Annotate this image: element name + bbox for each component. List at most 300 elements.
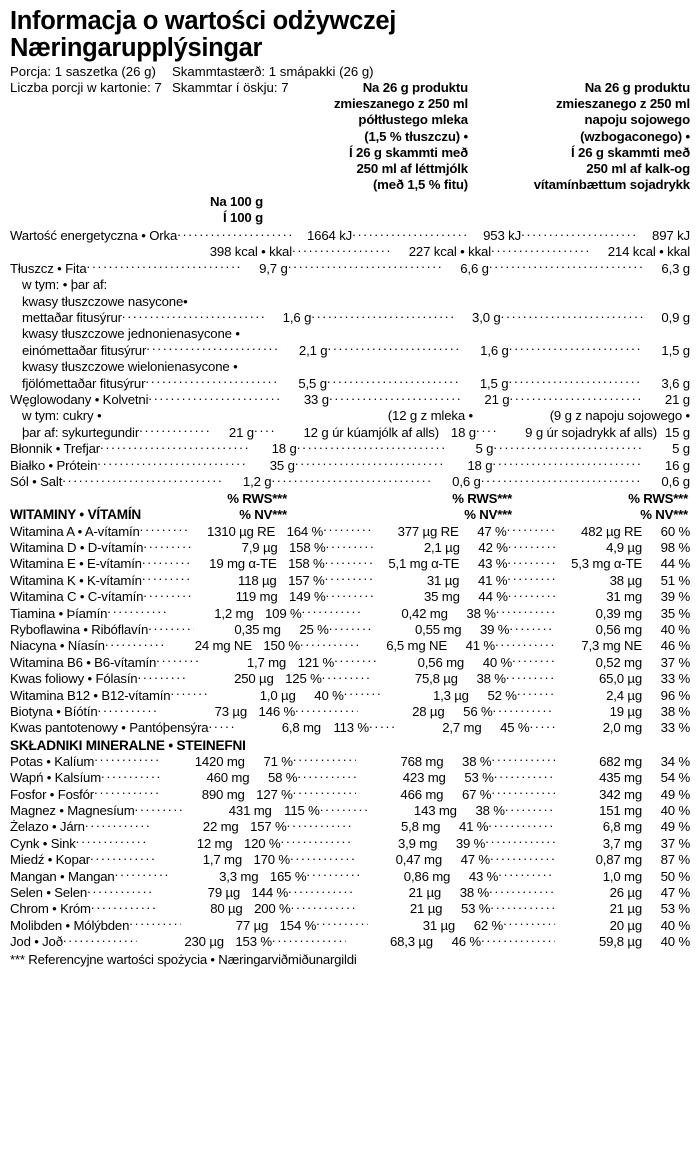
leader-dots — [488, 819, 555, 831]
leader-dots — [329, 622, 375, 634]
mineral-label: Żelazo • Járn — [10, 819, 85, 835]
table-row-mineral — [10, 836, 690, 852]
protein-col2: 18 g — [467, 457, 493, 473]
leader-dots — [107, 606, 166, 618]
title-line-polish: Informacja o wartości odżywczej — [10, 7, 397, 35]
table-row-vitamin — [10, 556, 690, 572]
leader-dots — [501, 310, 643, 322]
monounsaturates-col1: 2,1 g — [298, 342, 328, 358]
table-row-sugars — [10, 425, 690, 441]
leader-dots — [135, 803, 185, 815]
vitamin-amount-col1: 1,0 µg — [259, 687, 296, 703]
vitamin-amount-col1: 1,2 mg — [214, 605, 254, 621]
col3-line2: zmieszanego z 250 ml — [555, 96, 690, 112]
leader-dots — [148, 392, 282, 404]
vitamin-label: Witamina A • A-vítamín — [10, 523, 140, 539]
fat-col1: 9,7 g — [259, 260, 288, 276]
leader-dots — [498, 869, 555, 881]
vitamin-percent-col2: 52 % — [487, 687, 517, 703]
leader-dots — [493, 704, 556, 716]
vitamin-percent-col2: 41 % — [465, 638, 495, 654]
leader-dots — [322, 671, 371, 683]
leader-dots — [290, 852, 355, 864]
vitamin-amount-col1: 7,9 µg — [241, 539, 278, 555]
row-label-protein: Białko • Prótein — [10, 457, 98, 473]
leader-dots — [143, 540, 190, 552]
leader-dots — [146, 343, 280, 355]
leader-dots — [481, 474, 643, 486]
leader-dots — [491, 754, 555, 766]
vitamin-label: Witamina E • E-vítamín — [10, 556, 142, 572]
leader-dots — [495, 638, 555, 650]
table-row-energy-kcal — [10, 244, 690, 260]
vitamin-table — [10, 524, 690, 737]
leader-dots — [97, 458, 248, 470]
vitamin-label: Kwas pantotenowy • Pantóþensýra — [10, 720, 209, 736]
portion-polish: Porcja: 1 saszetka (26 g) — [10, 64, 156, 79]
vitamin-percent-col3: 51 % — [660, 572, 690, 588]
vitamin-label: Witamina D • D-vítamín — [10, 539, 144, 555]
vitamin-label: Ryboflawina • Ribóflavín — [10, 621, 149, 637]
mineral-amount-col1: 1420 mg — [194, 753, 245, 769]
leader-dots — [90, 852, 155, 864]
carbs-col3: 21 g — [664, 392, 690, 408]
vitamin-percent-col1: 25 % — [299, 621, 329, 637]
vitamin-percent-col1: 149 % — [289, 589, 326, 605]
mineral-table — [10, 754, 690, 951]
protein-col3: 16 g — [664, 457, 690, 473]
row-label-polyunsaturates-pl: kwasy tłuszczowe wielonienasycone • — [22, 359, 238, 375]
row-label-fibre: Błonnik • Trefjar — [10, 441, 101, 457]
mineral-amount-col1: 431 mg — [228, 803, 272, 818]
vitamin-percent-col3: 46 % — [660, 638, 691, 654]
vitamin-amount-col3: 7,3 mg NE — [581, 638, 643, 654]
vitamin-amount-col1: 250 µg — [234, 671, 274, 687]
mineral-amount-col3: 26 µg — [609, 885, 643, 901]
vitamin-amount-col3: 482 µg RE — [581, 523, 643, 539]
leader-dots — [76, 836, 146, 848]
vitamin-amount-col2: 0,42 mg — [401, 605, 448, 621]
sugars-subnote-milk: 12 g úr kúamjólk af alls) — [303, 424, 439, 440]
vitamin-percent-col3: 98 % — [660, 539, 690, 555]
mineral-percent-col2: 43 % — [468, 868, 499, 884]
mineral-percent-col1: 154 % — [279, 917, 317, 933]
leader-dots — [489, 261, 643, 273]
mineral-percent-col3: 87 % — [660, 852, 690, 868]
pct-nv-label: % NV*** — [464, 506, 512, 522]
vitamin-amount-col2: 1,3 µg — [432, 687, 469, 703]
pct-rws-label: % RWS*** — [452, 490, 512, 506]
leader-dots — [297, 441, 447, 453]
table-row-fibre — [10, 441, 690, 457]
mineral-amount-col1: 3,3 mg — [219, 868, 259, 884]
mineral-label: Jod • Joð — [10, 934, 63, 950]
leader-dots — [140, 524, 188, 536]
table-row-salt — [10, 474, 690, 490]
table-row-polyunsaturates — [10, 376, 690, 392]
mineral-amount-col2: 5,8 mg — [401, 819, 441, 835]
leader-dots — [302, 606, 361, 618]
mineral-percent-col3: 49 % — [660, 786, 691, 802]
vitamin-percent-col1: 109 % — [265, 605, 302, 621]
vitamin-amount-col1: 118 µg — [238, 572, 277, 588]
leader-dots — [98, 704, 161, 716]
mineral-percent-col2: 53 % — [464, 770, 494, 786]
portion-icelandic: Skammtastærð: 1 smápakki (26 g) — [172, 64, 374, 79]
percent-header-col3 — [568, 491, 688, 523]
mineral-amount-col2: 466 mg — [400, 786, 444, 802]
mineral-percent-col1: 71 % — [263, 753, 293, 769]
vitamin-amount-col3: 65,0 µg — [599, 671, 643, 687]
leader-dots — [493, 441, 643, 453]
vitamin-percent-col2: 38 % — [476, 671, 506, 687]
leader-dots — [316, 918, 368, 930]
vitamin-amount-col1: 0,35 mg — [234, 621, 281, 637]
mineral-percent-col1: 165 % — [269, 868, 307, 884]
table-row-carbohydrates — [10, 392, 690, 408]
leader-dots — [507, 556, 555, 568]
column-header-block — [10, 80, 690, 228]
leader-dots — [369, 720, 395, 732]
vitamin-percent-col3: 33 % — [660, 671, 691, 687]
mineral-amount-col3: 1,0 mg — [602, 868, 642, 884]
section-header-vitamins: WITAMINY • VÍTAMÍN — [10, 507, 142, 523]
leader-dots — [288, 885, 354, 897]
mineral-amount-col1: 12 mg — [196, 835, 233, 851]
mineral-label: Mangan • Mangan — [10, 868, 115, 884]
saturates-col1: 1,6 g — [282, 310, 312, 326]
leader-dots — [325, 573, 373, 585]
footnote-reference-intake: *** Referencyjne wartości spożycia • Næringarviðmiðunargildi — [10, 951, 357, 967]
monounsaturates-col2: 1,6 g — [480, 342, 509, 358]
leader-dots — [492, 458, 643, 470]
vitamin-amount-col2: 75,8 µg — [414, 671, 458, 687]
mineral-amount-col1: 230 µg — [184, 934, 224, 950]
vitamin-percent-col2: 41 % — [477, 572, 508, 588]
leader-dots — [137, 671, 186, 683]
row-label-salt: Sól • Salt — [10, 474, 63, 490]
col3-line5: Í 26 g skammti með — [571, 144, 690, 160]
vitamin-label: Niacyna • Níasín — [10, 638, 105, 654]
vitamin-percent-col2: 56 % — [463, 703, 493, 719]
vitamin-percent-col1: 125 % — [285, 671, 322, 687]
mineral-amount-col3: 435 mg — [599, 770, 643, 786]
leader-dots — [129, 918, 181, 930]
vitamin-amount-col3: 19 µg — [609, 703, 643, 719]
table-row-mineral — [10, 787, 690, 803]
polyunsaturates-col2: 1,5 g — [479, 375, 509, 391]
mineral-amount-col2: 31 µg — [422, 917, 456, 933]
vitamin-amount-col3: 2,4 µg — [606, 687, 643, 703]
mineral-amount-col1: 79 µg — [207, 885, 241, 901]
col1-line2: Í 100 g — [223, 209, 263, 225]
vitamin-amount-col2: 5,1 mg α-TE — [388, 556, 460, 572]
mineral-amount-col2: 423 mg — [402, 770, 446, 786]
vitamin-percent-col1: 113 % — [333, 720, 369, 736]
vitamin-label: Witamina C • C-vítamín — [10, 589, 144, 605]
leader-dots — [87, 261, 241, 273]
salt-col2: 0,6 g — [452, 474, 481, 490]
table-row-mineral — [10, 885, 690, 901]
mineral-label: Selen • Selen — [10, 885, 88, 901]
row-label-monounsaturates-pl: kwasy tłuszczowe jednonienasycone • — [22, 326, 240, 342]
table-row-mineral — [10, 869, 690, 885]
vitamin-amount-col3: 4,9 µg — [606, 539, 642, 555]
table-row-mineral — [10, 852, 690, 868]
table-row-vitamin — [10, 704, 690, 720]
vitamin-percent-col3: 39 % — [660, 589, 690, 605]
mineral-label: Chrom • Króm — [10, 901, 91, 917]
mineral-amount-col2: 21 µg — [408, 885, 442, 901]
leader-dots — [507, 524, 555, 536]
leader-dots — [142, 573, 190, 585]
vitamin-amount-col1: 1310 µg RE — [206, 523, 276, 539]
fibre-col2: 5 g — [475, 441, 494, 457]
energy-kj-col3: 897 kJ — [652, 228, 690, 243]
vitamin-percent-col2: 47 % — [477, 523, 507, 539]
mineral-percent-col2: 38 % — [475, 803, 505, 818]
pct-nv-label: % NV*** — [239, 506, 287, 522]
col1-line1: Na 100 g — [209, 193, 263, 209]
mineral-amount-col2: 68,3 µg — [389, 934, 433, 950]
leader-dots — [63, 934, 137, 946]
table-row-monounsaturates — [10, 343, 690, 359]
table-row-vitamin — [10, 606, 690, 622]
mineral-percent-col3: 54 % — [660, 770, 691, 786]
vitamin-amount-col2: 28 µg — [412, 703, 445, 719]
pct-nv-label: % NV*** — [640, 506, 688, 522]
row-label-energy: Wartość energetyczna • Orka — [10, 228, 178, 243]
column-header-milk — [258, 80, 468, 193]
vitamin-amount-col2: 31 µg — [426, 572, 460, 588]
vitamin-percent-col1: 158 % — [289, 539, 326, 555]
carbs-col1: 33 g — [303, 392, 329, 408]
col3-line4: (wzbogaconego) • — [580, 128, 690, 144]
vitamin-amount-col2: 6,5 mg NE — [386, 638, 447, 654]
title-line-icelandic: Næringarupplýsingar — [10, 34, 263, 62]
leader-dots — [509, 343, 643, 355]
leader-dots — [94, 787, 158, 799]
col2-line4: (1,5 % tłuszczu) • — [364, 128, 468, 144]
leader-dots — [494, 770, 555, 782]
leader-dots — [177, 228, 291, 240]
row-label-of-which: w tym: • þar af: — [22, 277, 108, 293]
energy-kj-col2: 953 kJ — [483, 228, 522, 243]
fat-col2: 6,6 g — [460, 260, 489, 276]
salt-col1: 1,2 g — [242, 474, 272, 490]
leader-dots — [503, 918, 555, 930]
leader-dots — [170, 688, 208, 700]
leader-dots — [325, 556, 373, 568]
leader-dots — [101, 770, 162, 782]
col2-line5: Í 26 g skammti með — [349, 144, 468, 160]
mineral-percent-col1: 127 % — [256, 786, 293, 802]
vitamin-amount-col3: 38 µg — [609, 572, 642, 588]
leader-dots — [489, 885, 555, 897]
table-row-protein — [10, 458, 690, 474]
energy-kcal-col1: 398 kcal • kkal — [209, 244, 292, 260]
col3-line7: vítamínbættum sojadrykk — [533, 177, 690, 193]
leader-dots — [506, 671, 555, 683]
row-label-monounsaturates-is: einómettaðar fitusýrur — [22, 342, 147, 358]
mineral-label: Potas • Kalíum — [10, 753, 95, 769]
percent-header-col2 — [392, 491, 512, 523]
leader-dots — [491, 787, 555, 799]
leader-dots — [508, 376, 643, 388]
vitamin-amount-col3: 0,56 mg — [595, 621, 642, 637]
vitamin-percent-col3: 96 % — [660, 687, 691, 703]
table-row-vitamin — [10, 655, 690, 671]
protein-col1: 35 g — [269, 457, 295, 473]
sugars-subnote-soy: 9 g úr sojadrykk af alls) — [525, 424, 657, 440]
vitamin-percent-col2: 45 % — [500, 720, 530, 736]
mineral-amount-col2: 143 mg — [413, 803, 457, 818]
vitamin-percent-col3: 38 % — [660, 703, 691, 719]
mineral-percent-col1: 58 % — [268, 770, 298, 786]
table-row-sugars-note — [10, 408, 690, 424]
page-title — [10, 8, 690, 62]
energy-kcal-col2: 227 kcal • kkal — [408, 244, 491, 260]
vitamin-percent-col2: 40 % — [482, 654, 513, 670]
vitamin-percent-col3: 40 % — [660, 621, 690, 637]
vitamin-amount-col1: 119 mg — [235, 589, 278, 605]
leader-dots — [295, 458, 446, 470]
table-row-vitamin — [10, 589, 690, 605]
table-row-mineral — [10, 918, 690, 934]
mineral-amount-col3: 342 mg — [599, 786, 643, 802]
column-header-per100g — [83, 194, 263, 226]
leader-dots — [311, 310, 453, 322]
fibre-col3: 5 g — [672, 441, 690, 457]
leader-dots — [508, 589, 555, 601]
leader-dots — [105, 638, 165, 650]
leader-dots — [94, 754, 158, 766]
vitamin-label: Witamina B12 • B12-vítamín — [10, 687, 171, 703]
leader-dots — [287, 819, 354, 831]
leader-dots — [505, 803, 555, 815]
vitamin-amount-col1: 19 mg α-TE — [209, 556, 277, 572]
leader-dots — [208, 720, 234, 732]
row-label-fat: Tłuszcz • Fita — [10, 260, 87, 276]
energy-kcal-col3: 214 kcal • kkal — [607, 244, 690, 260]
leader-dots — [292, 244, 390, 256]
leader-dots — [327, 376, 462, 388]
col2-line6: 250 ml af léttmjólk — [356, 161, 468, 177]
serving-row-portion — [10, 64, 690, 80]
sugars-col2: 18 g — [450, 424, 476, 440]
mineral-label: Cynk • Sink — [10, 835, 76, 851]
leader-dots — [517, 688, 555, 700]
table-row-vitamin — [10, 671, 690, 687]
leader-dots — [529, 720, 555, 732]
leader-dots — [100, 441, 250, 453]
column-header-soy — [475, 80, 690, 193]
vitamin-percent-col3: 35 % — [660, 605, 691, 621]
vitamin-percent-col3: 37 % — [660, 654, 690, 670]
leader-dots — [521, 228, 635, 240]
mineral-amount-col3: 151 mg — [599, 803, 642, 818]
mineral-percent-col3: 40 % — [660, 917, 690, 933]
leader-dots — [272, 934, 346, 946]
leader-dots — [85, 819, 152, 831]
vitamin-percent-col1: 158 % — [288, 556, 325, 572]
mineral-label: Miedź • Kopar — [10, 852, 90, 868]
mineral-amount-col2: 0,47 mg — [395, 852, 442, 868]
leader-dots — [142, 556, 190, 568]
table-row-energy — [10, 228, 690, 244]
vitamin-percent-col1: 164 % — [286, 523, 324, 539]
monounsaturates-col3: 1,5 g — [661, 342, 690, 358]
leader-dots — [508, 540, 555, 552]
pct-rws-label: % RWS*** — [227, 490, 287, 506]
mineral-percent-col1: 144 % — [251, 885, 289, 901]
vitamin-percent-col2: 44 % — [478, 589, 508, 605]
fibre-col1: 18 g — [271, 441, 297, 457]
leader-dots — [293, 754, 357, 766]
vitamin-amount-col3: 0,52 mg — [595, 654, 642, 670]
vitamin-amount-col2: 0,55 mg — [414, 621, 462, 637]
vitamin-amount-col1: 73 µg — [214, 703, 248, 719]
table-row-vitamin — [10, 524, 690, 540]
leader-dots — [496, 606, 555, 618]
pct-rws-label: % RWS*** — [628, 490, 688, 506]
leader-dots — [320, 803, 370, 815]
leader-dots — [254, 425, 276, 437]
fat-col3: 6,3 g — [661, 260, 690, 276]
mineral-percent-col1: 200 % — [254, 901, 291, 917]
mineral-label: Magnez • Magnesíum — [10, 803, 135, 818]
row-label-sugars-is: þar af: sykurtegundir — [22, 424, 140, 440]
mineral-percent-col3: 47 % — [660, 885, 691, 901]
leader-dots — [295, 704, 358, 716]
mineral-percent-col2: 39 % — [455, 835, 486, 851]
sugars-col1: 21 g — [228, 424, 254, 440]
col2-line1: Na 26 g produktu — [362, 80, 468, 95]
row-label-saturates-pl: kwasy tłuszczowe nasycone• — [22, 293, 188, 309]
mineral-amount-col3: 3,7 mg — [602, 835, 643, 851]
vitamin-amount-col2: 35 mg — [424, 589, 460, 605]
vitamin-percent-col2: 43 % — [477, 556, 508, 572]
mineral-percent-col2: 47 % — [460, 852, 490, 868]
mineral-amount-col3: 682 mg — [599, 753, 642, 769]
table-row-mineral — [10, 803, 690, 819]
col3-line6: 250 ml af kalk-og — [586, 161, 690, 177]
mineral-percent-col3: 40 % — [660, 934, 690, 950]
vitamin-percent-col1: 150 % — [263, 638, 300, 654]
vitamin-amount-col3: 0,39 mg — [595, 605, 643, 621]
leader-dots — [491, 244, 589, 256]
leader-dots — [271, 474, 433, 486]
mineral-amount-col2: 21 µg — [409, 901, 443, 917]
vitamin-percent-col3: 44 % — [660, 556, 690, 572]
polyunsaturates-col1: 5,5 g — [298, 375, 327, 391]
leader-dots — [139, 425, 211, 437]
vitamin-label: Witamina B6 • B6-vítamín — [10, 654, 157, 670]
mineral-percent-col3: 49 % — [660, 819, 690, 835]
table-row-mineral — [10, 934, 690, 950]
leader-dots — [293, 787, 357, 799]
vitamin-percent-col1: 121 % — [297, 654, 335, 670]
table-row-vitamin — [10, 540, 690, 556]
table-row-vitamin — [10, 573, 690, 589]
mineral-amount-col1: 460 mg — [206, 770, 250, 786]
vitamin-percent-col2: 38 % — [466, 605, 496, 621]
mineral-percent-col1: 157 % — [250, 819, 287, 835]
vitamin-label: Kwas foliowy • Fólasín — [10, 671, 138, 687]
mineral-amount-col2: 0,86 mg — [403, 868, 451, 884]
leader-dots — [485, 836, 555, 848]
leader-dots — [490, 852, 555, 864]
